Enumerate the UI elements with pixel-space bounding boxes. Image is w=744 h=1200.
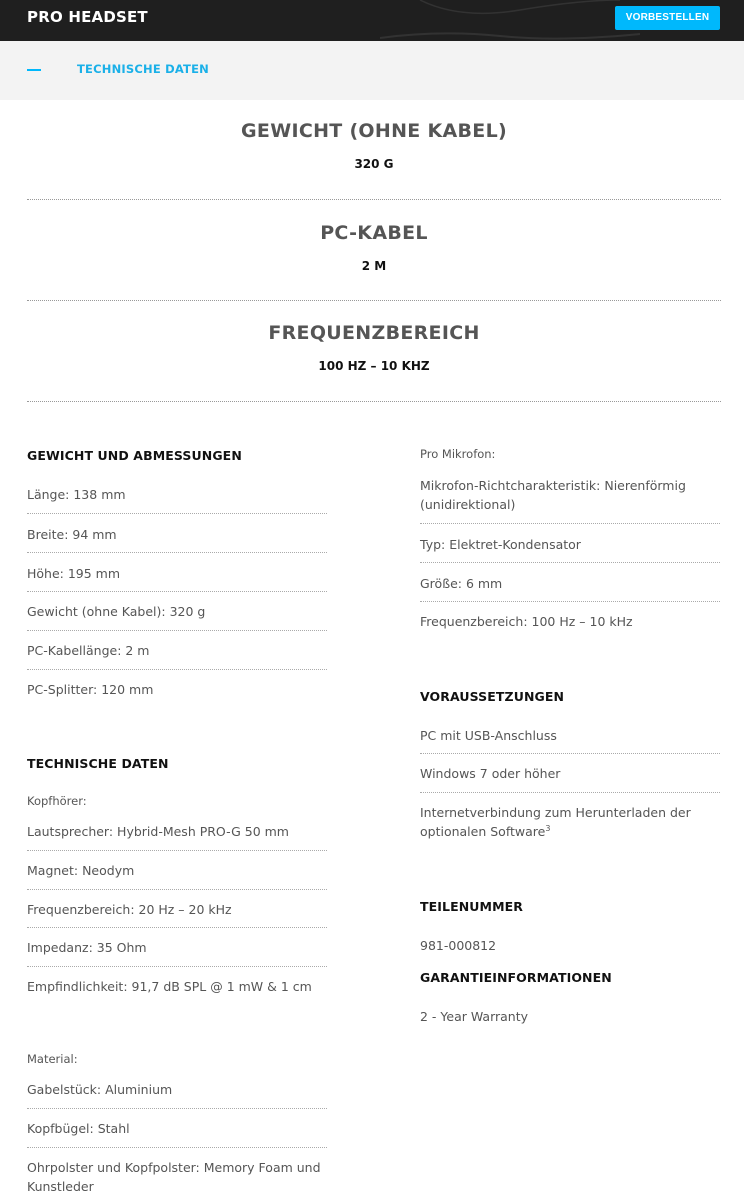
spec-headband: Kopfbügel: Stahl [27, 1121, 130, 1136]
divider [420, 792, 720, 793]
spec-length: Länge: 138 mm [27, 487, 126, 502]
preorder-button[interactable]: VORBESTELLEN [615, 6, 720, 30]
spec-mic-pattern-line2: (unidirektional) [420, 497, 516, 512]
divider [27, 889, 327, 890]
spec-impedance: Impedanz: 35 Ohm [27, 940, 147, 955]
section-heading-technical: TECHNISCHE DATEN [27, 756, 169, 771]
divider [27, 199, 721, 200]
highlight-value: 100 HZ – 10 KHZ [318, 359, 430, 373]
divider [420, 601, 720, 602]
spec-speaker: Lautsprecher: Hybrid-Mesh PRO-G 50 mm [27, 824, 289, 839]
divider [27, 669, 327, 670]
spec-cable-length: PC-Kabellänge: 2 m [27, 643, 150, 658]
spec-pads-line1: Ohrpolster und Kopfpolster: Memory Foam und [27, 1160, 321, 1175]
divider [27, 850, 327, 851]
divider [27, 1108, 327, 1109]
spec-width: Breite: 94 mm [27, 527, 117, 542]
divider [27, 591, 327, 592]
highlight-value: 2 M [361, 259, 387, 273]
spec-sensitivity: Empfindlichkeit: 91,7 dB SPL @ 1 mW & 1 cm [27, 979, 312, 994]
divider [27, 1147, 327, 1148]
divider [27, 552, 327, 553]
divider [420, 562, 720, 563]
spec-splitter: PC-Splitter: 120 mm [27, 682, 154, 697]
req-internet-text: optionalen Software [420, 824, 546, 839]
divider [27, 927, 327, 928]
divider [27, 300, 721, 301]
spec-mic-type: Typ: Elektret-Kondensator [420, 537, 581, 552]
spec-mic-frequency: Frequenzbereich: 100 Hz – 10 kHz [420, 614, 633, 629]
spec-frequency: Frequenzbereich: 20 Hz – 20 kHz [27, 902, 232, 917]
highlight-heading: FREQUENZBEREICH [268, 322, 480, 344]
highlight-value: 320 G [354, 157, 394, 171]
highlight-weight [27, 120, 721, 171]
collapse-icon[interactable] [27, 69, 41, 71]
spec-magnet: Magnet: Neodym [27, 863, 135, 878]
section-heading-warranty: GARANTIEINFORMATIONEN [420, 970, 612, 985]
divider [27, 401, 721, 402]
section-heading-requirements: VORAUSSETZUNGEN [420, 689, 565, 704]
top-bar [0, 0, 744, 41]
req-internet-line2 [420, 822, 550, 841]
headphones-label: Kopfhörer: [27, 794, 87, 808]
req-usb: PC mit USB-Anschluss [420, 728, 557, 743]
section-toggle-label[interactable]: TECHNISCHE DATEN [77, 62, 209, 76]
section-toggle-bar[interactable] [0, 41, 744, 100]
section-heading-part-number: TEILENUMMER [420, 899, 523, 914]
req-internet-line1: Internetverbindung zum Herunterladen der [420, 805, 691, 820]
divider [27, 513, 327, 514]
part-number-value: 981-000812 [420, 938, 497, 953]
spec-mic-size: Größe: 6 mm [420, 576, 503, 591]
spec-weight: Gewicht (ohne Kabel): 320 g [27, 604, 206, 619]
spec-height: Höhe: 195 mm [27, 566, 121, 581]
background-graphic [380, 0, 640, 41]
spec-mic-pattern-line1: Mikrofon-Richtcharakteristik: Nierenförmig [420, 478, 686, 493]
highlight-cable [27, 222, 721, 273]
highlight-heading: GEWICHT (OHNE KABEL) [241, 120, 507, 142]
divider [27, 966, 327, 967]
req-windows: Windows 7 oder höher [420, 766, 561, 781]
warranty-value: 2 - Year Warranty [420, 1009, 529, 1024]
footnote-marker[interactable]: 3 [545, 823, 551, 833]
section-heading-dimensions: GEWICHT UND ABMESSUNGEN [27, 448, 242, 463]
mic-label: Pro Mikrofon: [420, 447, 496, 461]
highlight-heading: PC-KABEL [320, 222, 428, 244]
divider [27, 630, 327, 631]
highlight-frequency [27, 322, 721, 373]
spec-yoke: Gabelstück: Aluminium [27, 1082, 173, 1097]
product-title: PRO HEADSET [27, 8, 148, 26]
divider [420, 523, 720, 524]
spec-pads-line2: Kunstleder [27, 1179, 94, 1194]
divider [420, 753, 720, 754]
material-label: Material: [27, 1052, 78, 1066]
